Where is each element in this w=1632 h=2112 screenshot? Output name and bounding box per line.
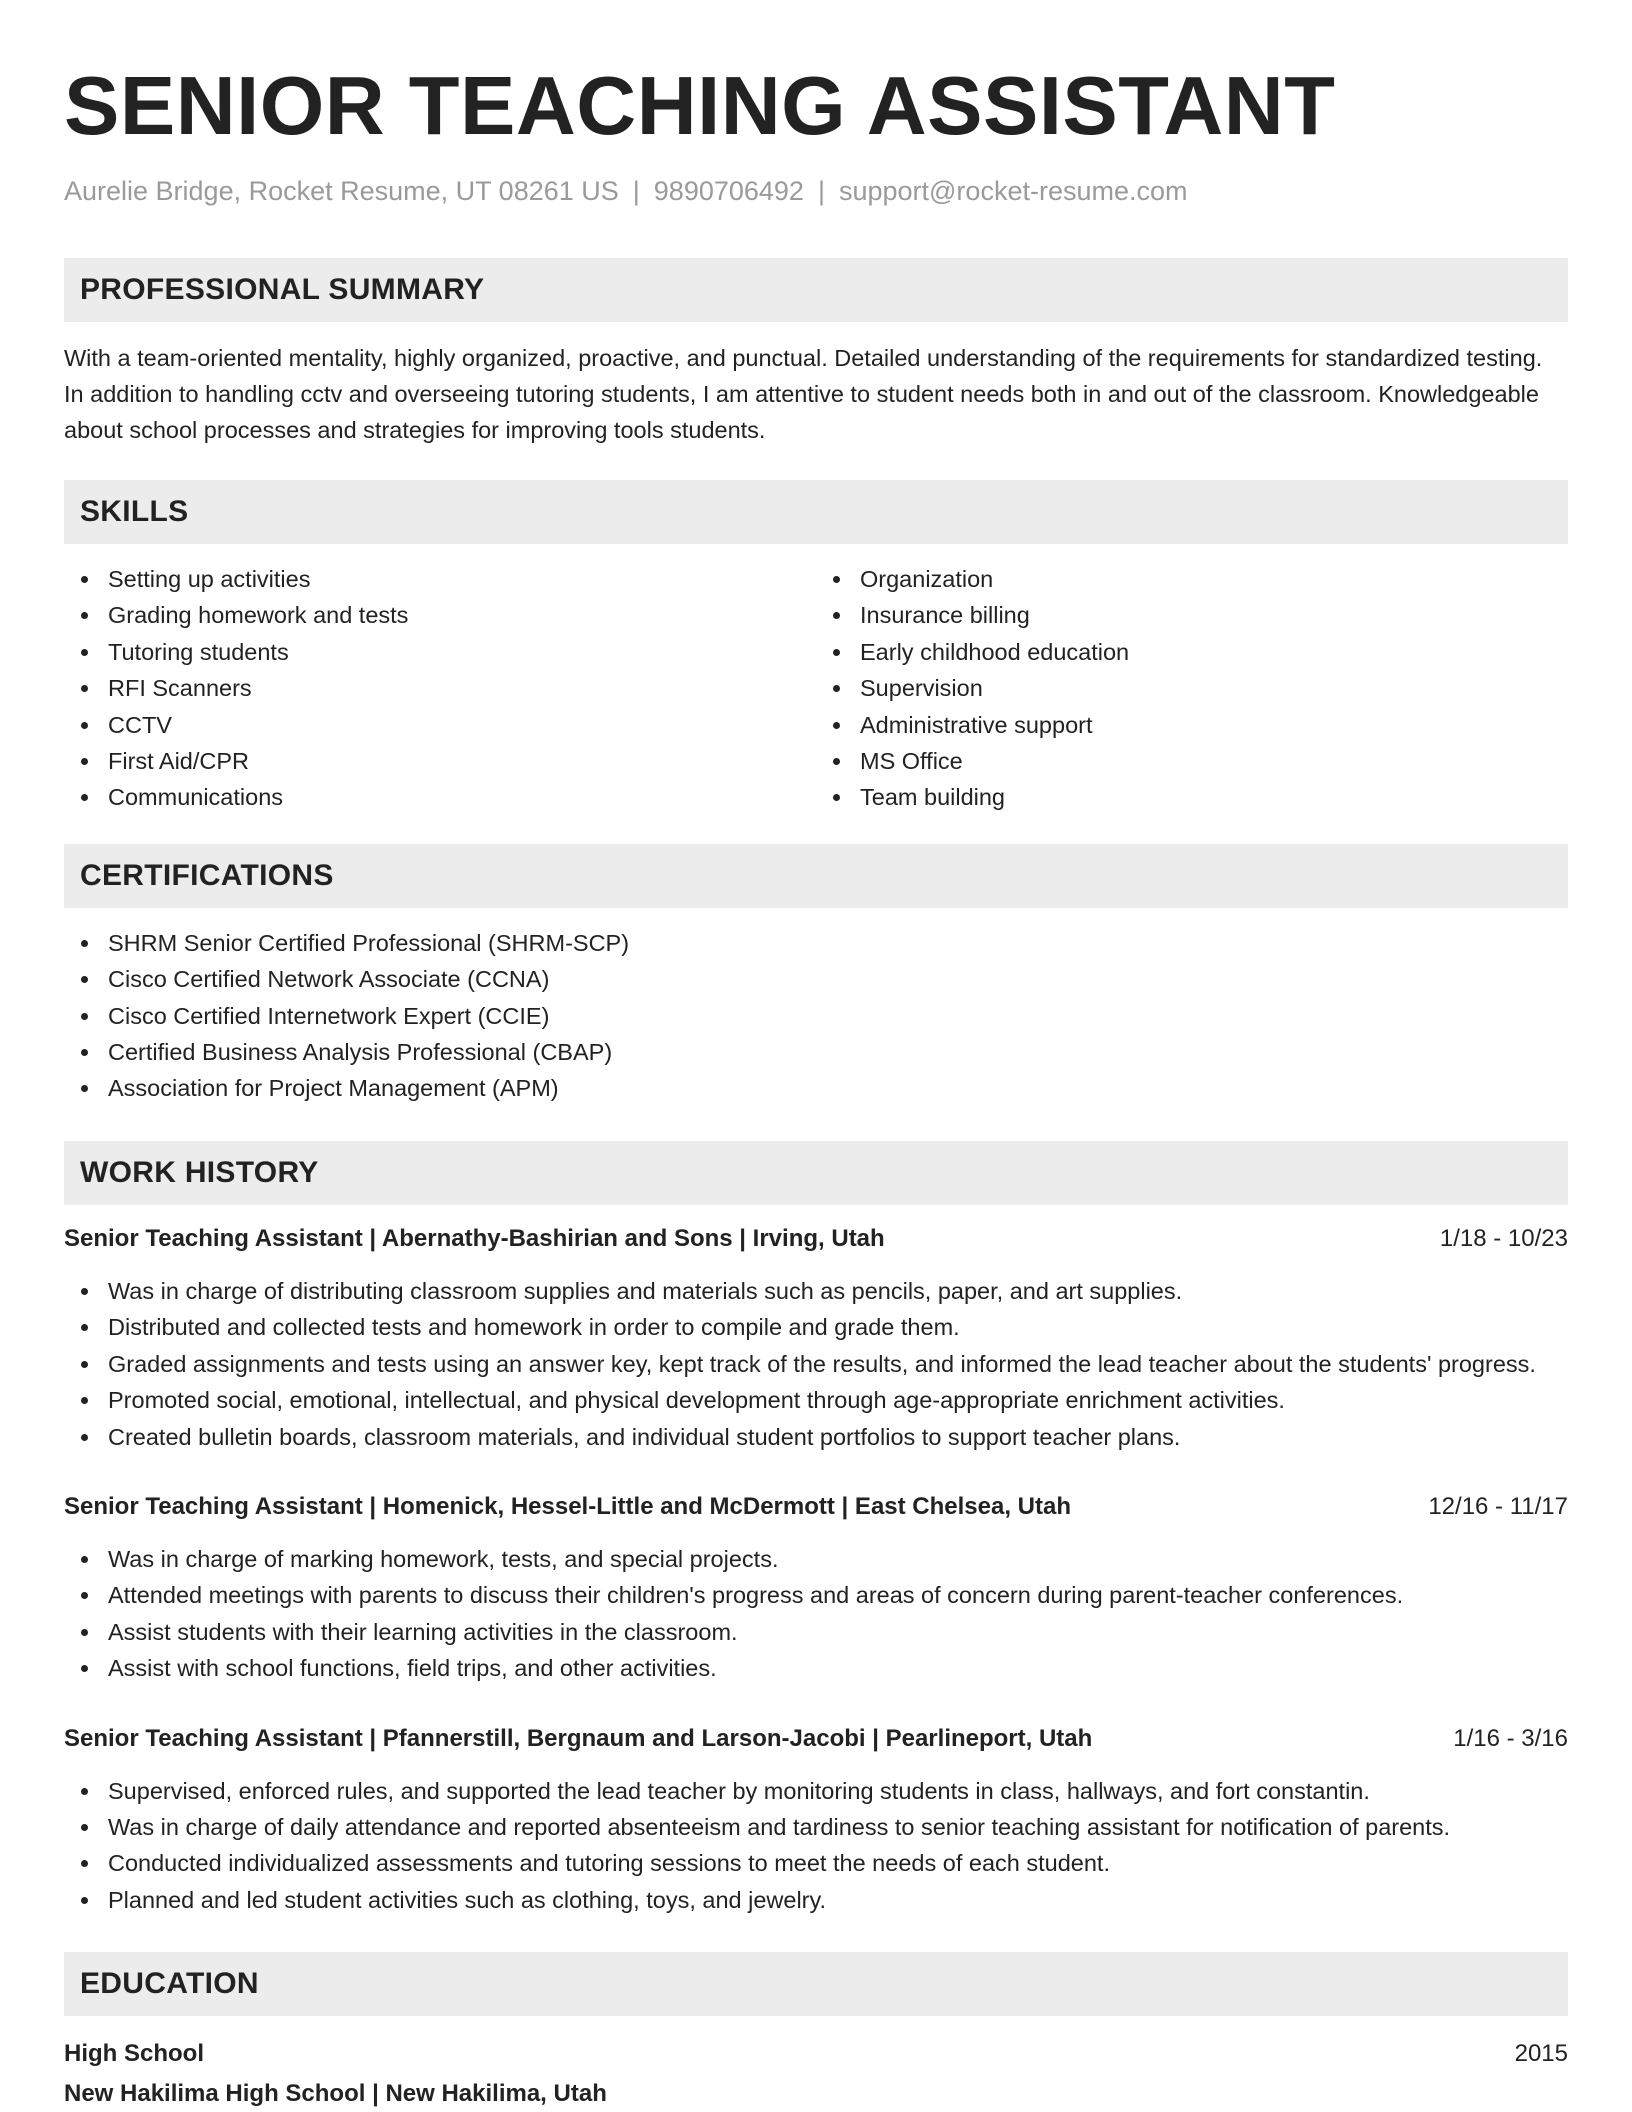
- job-bullet: Attended meetings with parents to discuss their children's progress and areas of concern during parent-teacher conferences.: [108, 1577, 1568, 1613]
- job-bullet: Distributed and collected tests and homework in order to compile and grade them.: [108, 1309, 1568, 1345]
- job-dates: 12/16 - 11/17: [1428, 1492, 1568, 1520]
- job-bullets: [64, 1541, 1568, 1687]
- certification-item: Association for Project Management (APM): [108, 1070, 1568, 1106]
- job-bullet: Conducted individualized assessments and tutoring sessions to meet the needs of each student.: [108, 1845, 1568, 1881]
- job-header: [64, 1721, 1568, 1757]
- contact-separator: |: [632, 176, 640, 206]
- job-bullet: Created bulletin boards, classroom materials, and individual student portfolios to support teacher plans.: [108, 1419, 1568, 1455]
- summary-text: With a team-oriented mentality, highly organized, proactive, and punctual. Detailed understanding of the requirements for standardized testing. In addition to handling cctv and overseeing tutoring students, I am attentive to student needs both in and out of the classroom. Knowledgeable about school processes and strategies for improving tools students.: [64, 345, 1543, 443]
- job-bullet: Promoted social, emotional, intellectual, and physical development through age-appropriate enrichment activities.: [108, 1382, 1568, 1418]
- job-header: [64, 1489, 1568, 1525]
- contact-line: [64, 174, 1568, 208]
- skill-item: Organization: [860, 561, 1568, 597]
- job-bullet: Was in charge of daily attendance and reported absenteeism and tardiness to senior teaching assistant for notification of parents.: [108, 1809, 1568, 1845]
- skill-item: Insurance billing: [860, 597, 1568, 633]
- skill-item: First Aid/CPR: [108, 743, 816, 779]
- skill-item: CCTV: [108, 707, 816, 743]
- section-heading-certifications: CERTIFICATIONS: [64, 844, 1568, 908]
- education-year: 2015: [1514, 2040, 1568, 2068]
- job-entry: [64, 1221, 1568, 1455]
- job-title: Senior Teaching Assistant | Abernathy-Bashirian and Sons | Irving, Utah: [64, 1224, 885, 1252]
- job-bullets: [64, 1273, 1568, 1455]
- skill-item: Setting up activities: [108, 561, 816, 597]
- certification-item: Certified Business Analysis Professional (CBAP): [108, 1034, 1568, 1070]
- contact-email: support@rocket-resume.com: [838, 176, 1188, 206]
- job-bullet: Assist with school functions, field trips, and other activities.: [108, 1650, 1568, 1686]
- job-header: [64, 1221, 1568, 1257]
- skills-grid: [64, 561, 1568, 816]
- certification-item: SHRM Senior Certified Professional (SHRM-SCP): [108, 925, 1568, 961]
- job-bullet: Was in charge of marking homework, tests, and special projects.: [108, 1541, 1568, 1577]
- job-entry: [64, 1721, 1568, 1919]
- education-degree: High School: [64, 2040, 204, 2068]
- skill-item: RFI Scanners: [108, 670, 816, 706]
- job-bullets: [64, 1773, 1568, 1919]
- job-entry: [64, 1489, 1568, 1687]
- skill-item: Communications: [108, 779, 816, 815]
- certification-item: Cisco Certified Internetwork Expert (CCIE): [108, 998, 1568, 1034]
- education-entry: [64, 2036, 1568, 2112]
- job-bullet: Graded assignments and tests using an answer key, kept track of the results, and informed the lead teacher about the students' progress.: [108, 1346, 1568, 1382]
- job-bullet: Assist students with their learning activities in the classroom.: [108, 1614, 1568, 1650]
- certifications-list: [64, 925, 1568, 1107]
- skills-column-left: [64, 561, 816, 816]
- section-heading-education: EDUCATION: [64, 1952, 1568, 2016]
- section-heading-work-history: WORK HISTORY: [64, 1141, 1568, 1205]
- skill-item: Supervision: [860, 670, 1568, 706]
- section-heading-summary: PROFESSIONAL SUMMARY: [64, 258, 1568, 322]
- job-bullet: Was in charge of distributing classroom supplies and materials such as pencils, paper, and art supplies.: [108, 1273, 1568, 1309]
- education-school: New Hakilima High School | New Hakilima, Utah: [64, 2080, 607, 2108]
- skills-column-right: [816, 561, 1568, 816]
- job-title: Senior Teaching Assistant | Pfannerstill, Bergnaum and Larson-Jacobi | Pearlineport, Utah: [64, 1724, 1093, 1752]
- job-bullet: Planned and led student activities such as clothing, toys, and jewelry.: [108, 1882, 1568, 1918]
- job-dates: 1/16 - 3/16: [1453, 1724, 1568, 1752]
- education-header: [64, 2036, 1568, 2072]
- contact-separator: |: [817, 176, 825, 206]
- contact-address: Aurelie Bridge, Rocket Resume, UT 08261 US: [64, 176, 619, 206]
- skill-item: MS Office: [860, 743, 1568, 779]
- skill-item: Grading homework and tests: [108, 597, 816, 633]
- job-bullet: Supervised, enforced rules, and supported the lead teacher by monitoring students in class, hallways, and fort constantin.: [108, 1773, 1568, 1809]
- certification-item: Cisco Certified Network Associate (CCNA): [108, 961, 1568, 997]
- job-dates: 1/18 - 10/23: [1439, 1224, 1568, 1252]
- skill-item: Administrative support: [860, 707, 1568, 743]
- job-title: Senior Teaching Assistant | Homenick, Hessel-Little and McDermott | East Chelsea, Utah: [64, 1492, 1072, 1520]
- resume-title: SENIOR TEACHING ASSISTANT: [64, 59, 1336, 152]
- skill-item: Tutoring students: [108, 634, 816, 670]
- section-heading-skills: SKILLS: [64, 480, 1568, 544]
- contact-phone: 9890706492: [653, 176, 804, 206]
- skill-item: Team building: [860, 779, 1568, 815]
- skill-item: Early childhood education: [860, 634, 1568, 670]
